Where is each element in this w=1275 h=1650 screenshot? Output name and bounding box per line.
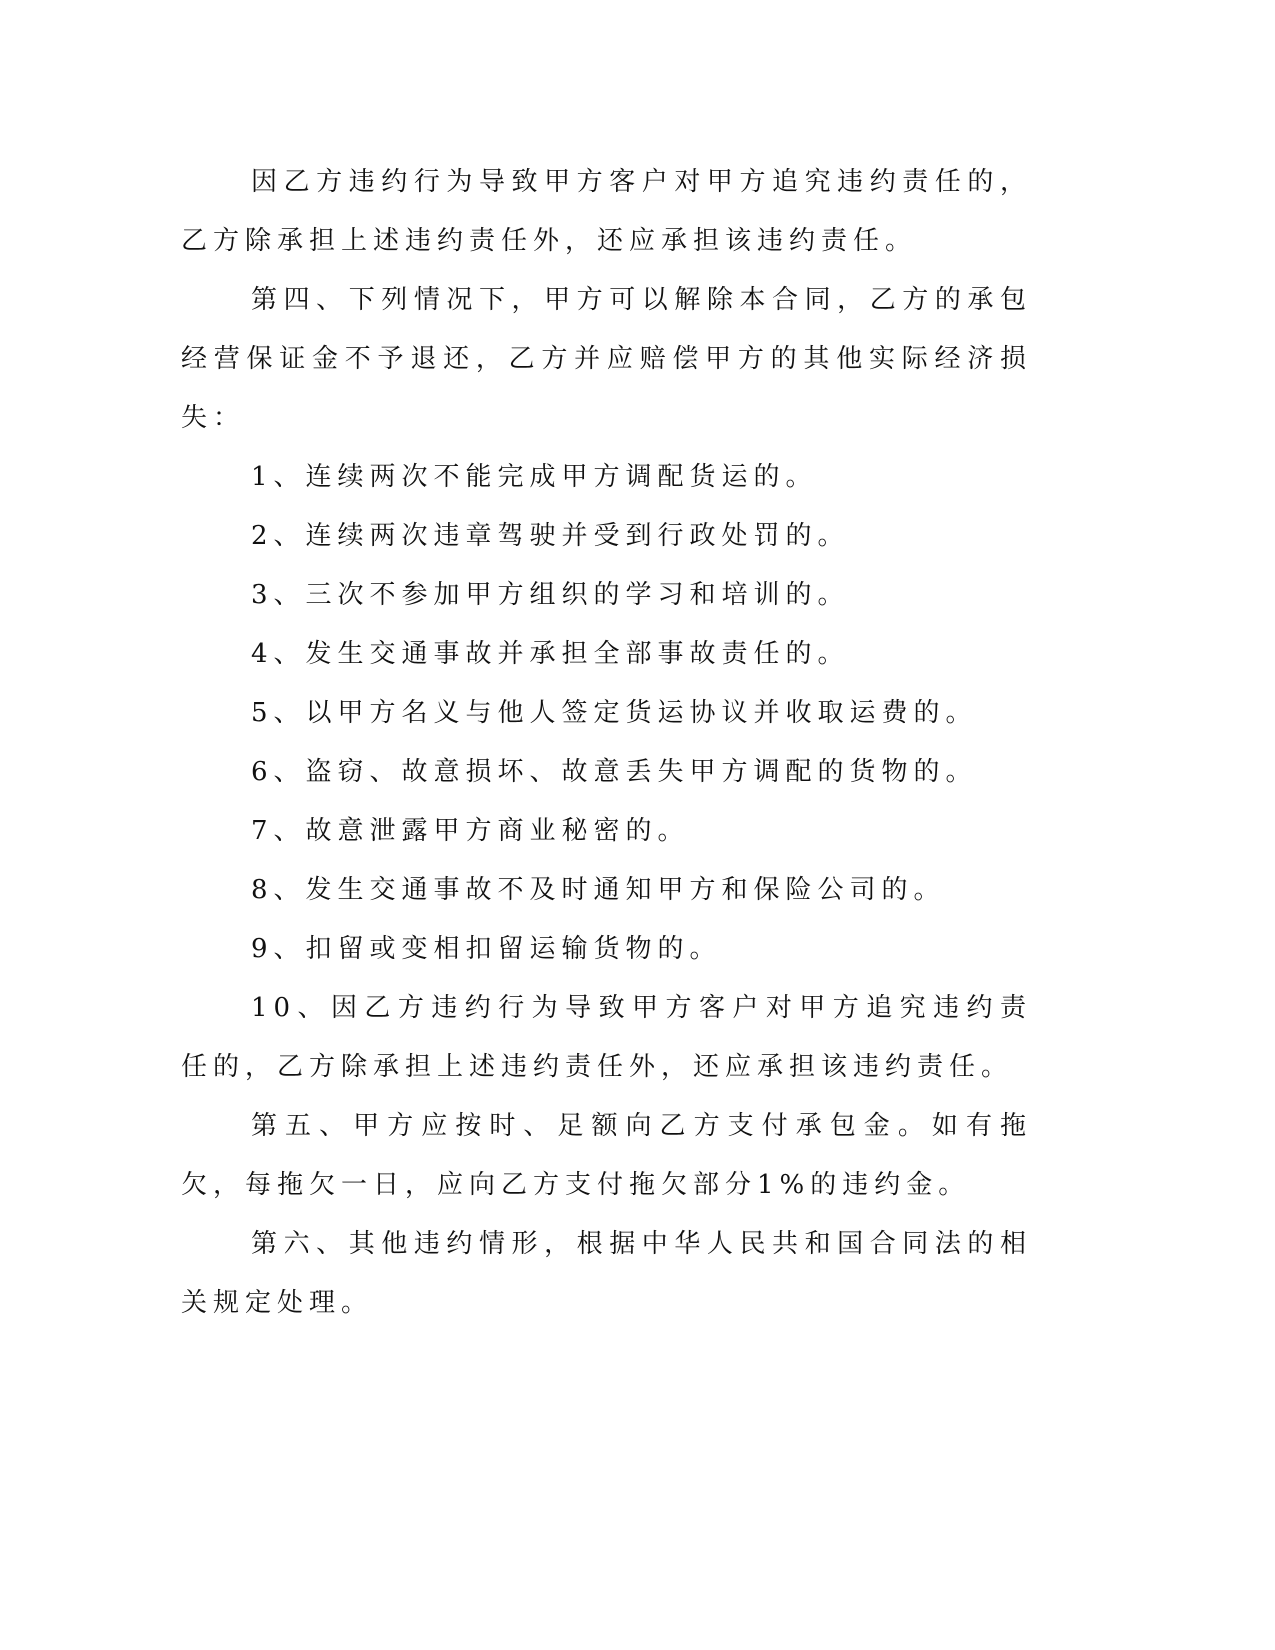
- paragraph-article-four: 第四、下列情况下，甲方可以解除本合同，乙方的承包经营保证金不予退还，乙方并应赔偿甲方的其他实际经济损失：: [181, 285, 1032, 433]
- document-body: [181, 153, 1032, 1333]
- list-item: 10、因乙方违约行为导致甲方客户对甲方追究违约责任的，乙方除承担上述违约责任外，还应承担该违约责任。: [181, 993, 1032, 1082]
- list-item: 5、以甲方名义与他人签定货运协议并收取运费的。: [251, 698, 978, 728]
- paragraph-article-five: 第五、甲方应按时、足额向乙方支付承包金。如有拖欠，每拖欠一日，应向乙方支付拖欠部分1%的违约金。: [181, 1111, 1032, 1200]
- list-item: 9、扣留或变相扣留运输货物的。: [251, 934, 722, 964]
- list-item: 6、盗窃、故意损坏、故意丢失甲方调配的货物的。: [251, 757, 978, 787]
- list-item: 7、故意泄露甲方商业秘密的。: [251, 816, 690, 846]
- list-item: 2、连续两次违章驾驶并受到行政处罚的。: [251, 521, 850, 551]
- list-item: 8、发生交通事故不及时通知甲方和保险公司的。: [251, 875, 946, 905]
- list-item: 4、发生交通事故并承担全部事故责任的。: [251, 639, 850, 669]
- paragraph-article-six: 第六、其他违约情形，根据中华人民共和国合同法的相关规定处理。: [181, 1229, 1032, 1318]
- paragraph-liability-clause: 因乙方违约行为导致甲方客户对甲方追究违约责任的，乙方除承担上述违约责任外，还应承担该违约责任。: [181, 167, 1032, 256]
- list-item: 3、三次不参加甲方组织的学习和培训的。: [251, 580, 850, 610]
- list-item: 1、连续两次不能完成甲方调配货运的。: [251, 462, 818, 492]
